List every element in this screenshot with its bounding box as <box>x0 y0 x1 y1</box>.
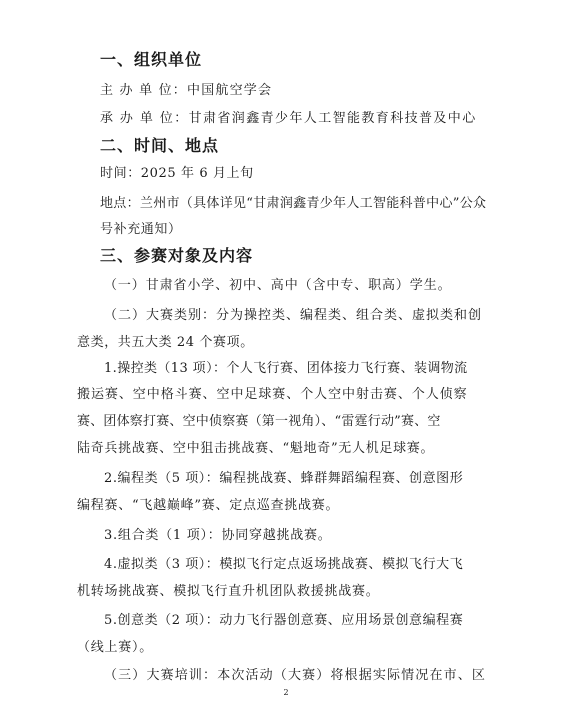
control-category-line-3: 赛、团体察打赛、空中侦察赛（第一视角）、“雷霆行动”赛、空 <box>77 414 441 429</box>
place-line-1: 地点：兰州市（具体详见“甘肃润鑫青少年人工智能科普中心”公众 <box>100 196 487 211</box>
control-category-line-1: 1.操控类（13 项）：个人飞行赛、团体接力飞行赛、装调物流 <box>104 361 468 376</box>
paragraph-training: （三）大赛培训：本次活动（大赛）将根据实际情况在市、区 <box>104 668 487 683</box>
section-heading-organization: 一、组织单位 <box>100 50 203 69</box>
creative-category-line-2: （线上赛）。 <box>77 640 154 655</box>
programming-category-line-1: 2.编程类（5 项）：编程挑战赛、蜂群舞蹈编程赛、创意图形 <box>104 471 464 486</box>
control-category-line-2: 搬运赛、空中格斗赛、空中足球赛、个人空中射击赛、个人侦察 <box>77 387 468 402</box>
control-category-line-4: 陆奇兵挑战赛、空中狙击挑战赛、“魁地奇”无人机足球赛。 <box>77 441 435 456</box>
co-organizer-line: 承 办 单 位：甘肃省润鑫青少年人工智能教育科技普及中心 <box>100 111 477 126</box>
virtual-category-line-1: 4.虚拟类（3 项）：模拟飞行定点返场挑战赛、模拟飞行大飞 <box>104 557 464 572</box>
paragraph-categories-line-2: 意类，共五大类 24 个赛项。 <box>77 335 254 350</box>
virtual-category-line-2: 机转场挑战赛、模拟飞行直升机团队救援挑战赛。 <box>77 584 380 599</box>
organizer-line: 主 办 单 位：中国航空学会 <box>100 83 273 98</box>
time-line: 时间：2025 年 6 月上旬 <box>100 166 254 181</box>
combination-category-line: 3.组合类（1 项）：协同穿越挑战赛。 <box>104 528 332 543</box>
page-number: 2 <box>283 688 289 697</box>
paragraph-eligibility: （一）甘肃省小学、初中、高中（含中专、职高）学生。 <box>104 278 452 293</box>
place-line-2: 号补充通知） <box>100 222 182 237</box>
creative-category-line-1: 5.创意类（2 项）：动力飞行器创意赛、应用场景创意编程赛 <box>104 613 464 628</box>
section-heading-time-place: 二、时间、地点 <box>100 136 220 155</box>
section-heading-participants: 三、参赛对象及内容 <box>100 246 254 265</box>
paragraph-categories-line-1: （二）大赛类别：分为操控类、编程类、组合类、虚拟类和创 <box>104 308 483 323</box>
programming-category-line-2: 编程赛、“飞越巅峰”赛、定点巡查挑战赛。 <box>77 498 340 513</box>
